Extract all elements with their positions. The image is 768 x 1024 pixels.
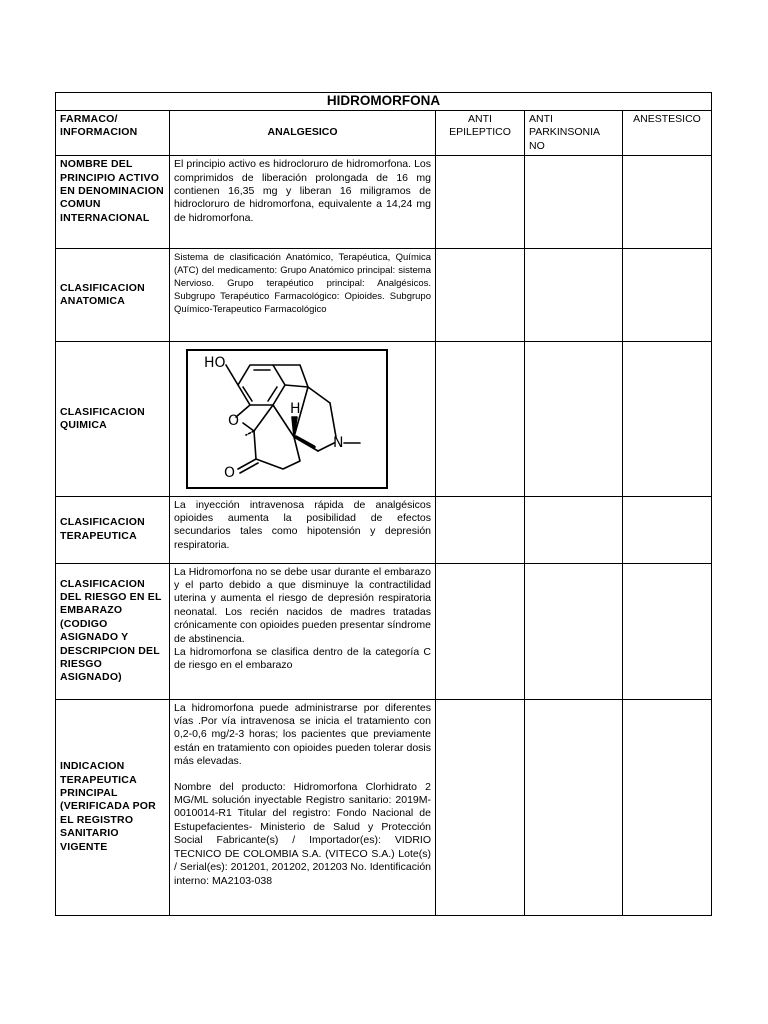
label-indicacion: INDICACION TERAPEUTICA PRINCIPAL (VERIFICADA POR EL REGISTRO SANITARIO VIGENTE: [56, 699, 170, 915]
spacer: [174, 769, 431, 781]
header-row: [56, 111, 712, 156]
label-oxygen-ring: O: [228, 413, 240, 430]
cell-empty: [525, 496, 623, 563]
header-anestesico: ANESTESICO: [623, 111, 712, 156]
row-anatomica: [56, 249, 712, 342]
text-terapeutica: La inyección intravenosa rápida de analgésicos opioides aumenta la posibilidad de efectos secundarios tales como hipotensión y depresión respiratoria.: [170, 496, 436, 563]
label-nombre: NOMBRE DEL PRINCIPIO ACTIVO EN DENOMINACION COMUN INTERNACIONAL: [56, 156, 170, 249]
label-nitrogen: N: [333, 435, 344, 452]
cell-empty: [436, 156, 525, 249]
text-anatomica: Sistema de clasificación Anatómico, Terapéutica, Química (ATC) del medicamento: Grupo Anatómico principal: sistema Nervioso. Grupo terapéutico principal: Analgésicos. Subgrupo Terapéutico Farmacológico: Opioides. Subgrupo Químico-Terapeutico Farmacológico: [170, 249, 436, 342]
cell-empty: [436, 342, 525, 496]
cell-empty: [525, 563, 623, 699]
drug-title: HIDROMORFONA: [56, 93, 712, 111]
text-indicacion-2: Nombre del producto: Hidromorfona Clorhidrato 2 MG/ML solución inyectable Registro sanitario: 2019M-0010014-R1 Titular del registro: Fondo Nacional de Estupefacientes- Ministerio de Salud y Protección Social Fabricante(s) / Importador(es): VIDRIO TECNICO DE COLOMBIA S.A. (VITECO S.A.) Lote(s) / Serial(es): 201201, 201202, 201203 No. Identificación interno: MA2103-038: [174, 780, 431, 887]
header-analgesico: ANALGESICO: [170, 111, 436, 156]
row-quimica: [56, 342, 712, 496]
structure-cell: [170, 342, 436, 496]
label-embarazo: CLASIFICACION DEL RIESGO EN EL EMBARAZO (CODIGO ASIGNADO Y DESCRIPCION DEL RIESGO ASIGNADO): [56, 563, 170, 699]
cell-empty: [436, 563, 525, 699]
cell-empty: [623, 342, 712, 496]
cell-empty: [525, 699, 623, 915]
label-hydrogen: H: [290, 401, 301, 418]
header-antiparkinsoniano: ANTI PARKINSONIA NO: [525, 111, 623, 156]
cell-empty: [525, 342, 623, 496]
indicacion-cell: [170, 699, 436, 915]
row-indicacion: [56, 699, 712, 915]
hydromorphone-structure-image: [186, 349, 388, 489]
cell-empty: [436, 496, 525, 563]
cell-empty: [525, 249, 623, 342]
cell-empty: [623, 563, 712, 699]
header-antiepileptico: ANTI EPILEPTICO: [436, 111, 525, 156]
cell-empty: [623, 699, 712, 915]
label-ketone: O: [224, 465, 236, 482]
cell-empty: [436, 249, 525, 342]
row-terapeutica: [56, 496, 712, 563]
cell-empty: [623, 496, 712, 563]
row-nombre: [56, 156, 712, 249]
title-row: [56, 93, 712, 111]
text-nombre: El principio activo es hidrocloruro de hidromorfona. Los comprimidos de liberación prolongada de 16 mg contienen 16,35 mg y liberan 16 miligramos de hidrocloruro de hidromorfona, equivalente a 14,24 mg de hidromorfona.: [170, 156, 436, 249]
label-quimica: CLASIFICACION QUIMICA: [56, 342, 170, 496]
cell-empty: [623, 156, 712, 249]
label-terapeutica: CLASIFICACION TERAPEUTICA: [56, 496, 170, 563]
text-indicacion-1: La hidromorfona puede administrarse por diferentes vías .Por vía intravenosa se inicia el tratamiento con 0,2-0,6 mg/2-3 horas; los pacientes que previamente están en tratamiento con opioides pueden tolerar dosis más elevadas.: [174, 701, 431, 768]
text-embarazo-2: La hidromorfona se clasifica dentro de la categoría C de riesgo en el embarazo: [174, 646, 431, 672]
label-hydroxyl: HO: [204, 355, 226, 372]
text-embarazo-1: La Hidromorfona no se debe usar durante el embarazo y el parto debido a que disminuye la contractilidad uterina y aumenta el riesgo de depresión respiratoria neonatal. Los recién nacidos de madres tratadas crónicamente con opioides pueden presentar síndrome de abstinencia.: [174, 565, 431, 645]
header-farmaco: FARMACO/ INFORMACION: [56, 111, 170, 156]
cell-empty: [623, 249, 712, 342]
row-embarazo: [56, 563, 712, 699]
label-anatomica: CLASIFICACION ANATOMICA: [56, 249, 170, 342]
embarazo-cell: [170, 563, 436, 699]
drug-info-table: [55, 92, 712, 916]
cell-empty: [436, 699, 525, 915]
cell-empty: [525, 156, 623, 249]
